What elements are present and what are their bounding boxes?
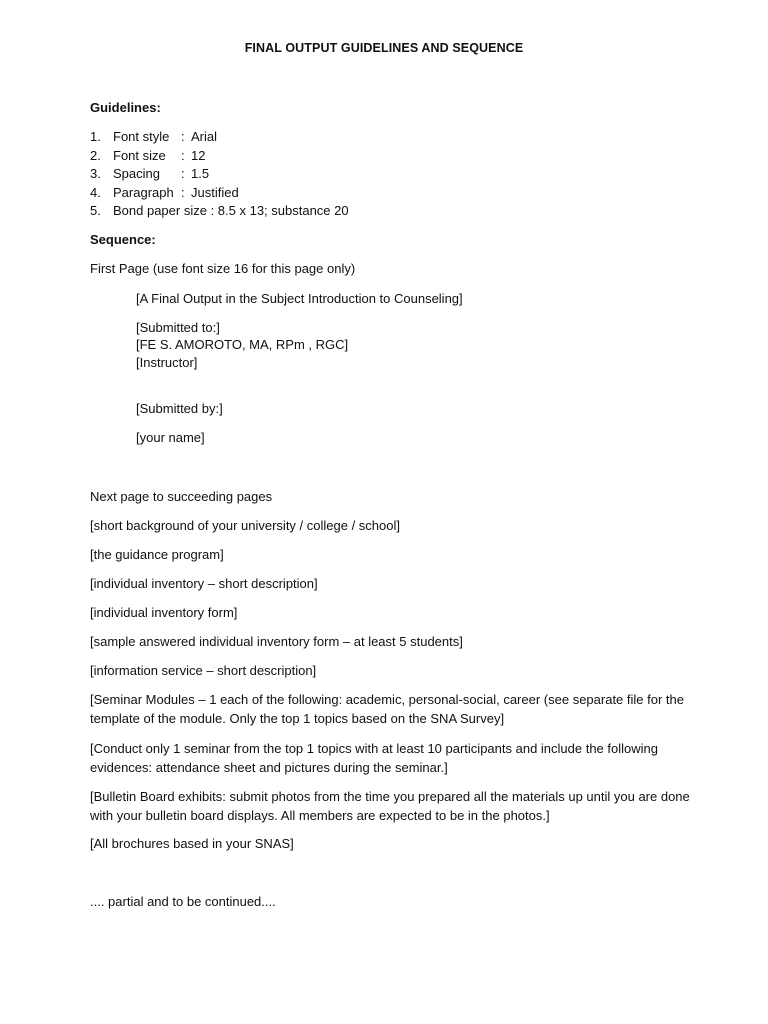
sequence-heading: Sequence:: [90, 232, 156, 247]
continuation-note: .... partial and to be continued....: [90, 894, 276, 909]
guideline-item: [90, 165, 209, 183]
sequence-item: [individual inventory – short description]: [90, 576, 318, 591]
first-page-line: [your name]: [136, 430, 205, 445]
guideline-value: 1.5: [191, 166, 210, 181]
guideline-item: [90, 184, 239, 202]
sequence-item: [sample answered individual inventory form – at least 5 students]: [90, 634, 463, 649]
sequence-item: [Bulletin Board exhibits: submit photos from the time you prepared all the materials up until you are done with your bulletin board displays. All members are expected to be in the photos.]: [90, 789, 690, 823]
sequence-item: [the guidance program]: [90, 547, 224, 562]
guideline-label: Font style: [113, 129, 170, 144]
guideline-value: Arial: [191, 129, 218, 144]
guideline-colon: :: [181, 147, 185, 163]
guideline-number: 4.: [90, 184, 101, 200]
guideline-label: Paragraph: [113, 184, 174, 200]
sequence-item: [Seminar Modules – 1 each of the following: academic, personal-social, career (see separate file for the template of the module. Only the top 1 topics based on the SNA Survey]: [90, 692, 684, 726]
guideline-label: Spacing: [113, 166, 160, 181]
sequence-item: [All brochures based in your SNAS]: [90, 836, 294, 851]
guideline-number: 2.: [90, 147, 101, 163]
sequence-item: [individual inventory form]: [90, 605, 238, 620]
next-page-label: Next page to succeeding pages: [90, 489, 273, 504]
first-page-line: [Submitted to:]: [136, 320, 220, 335]
guideline-number: 5.: [90, 203, 101, 218]
guideline-colon: :: [181, 184, 185, 200]
guideline-value: Justified: [191, 184, 239, 200]
guideline-value: 12: [191, 147, 206, 163]
first-page-line: [A Final Output in the Subject Introduction to Counseling]: [136, 291, 463, 306]
guideline-colon: :: [181, 129, 185, 144]
sequence-item: [short background of your university / college / school]: [90, 518, 400, 533]
guideline-number: 1.: [90, 129, 101, 144]
first-page-line: [FE S. AMOROTO, MA, RPm , RGC]: [136, 337, 349, 352]
guideline-colon: :: [181, 166, 185, 181]
guideline-item: [90, 147, 205, 165]
guideline-label: Font size: [113, 147, 166, 163]
sequence-item: [information service – short description]: [90, 663, 317, 678]
first-page-line: [Submitted by:]: [136, 401, 223, 416]
guideline-item: [90, 128, 217, 146]
sequence-item: [Conduct only 1 seminar from the top 1 topics with at least 10 participants and include the following evidences: attendance sheet and pictures during the seminar.]: [90, 741, 658, 775]
document-title: FINAL OUTPUT GUIDELINES AND SEQUENCE: [244, 41, 524, 55]
first-page-line: [Instructor]: [136, 355, 198, 370]
guideline-number: 3.: [90, 166, 101, 181]
guidelines-heading: Guidelines:: [90, 100, 161, 115]
first-page-label: First Page (use font size 16 for this page only): [90, 261, 356, 276]
guideline-item: [90, 202, 349, 220]
guideline-text: Bond paper size : 8.5 x 13; substance 20: [113, 203, 349, 218]
